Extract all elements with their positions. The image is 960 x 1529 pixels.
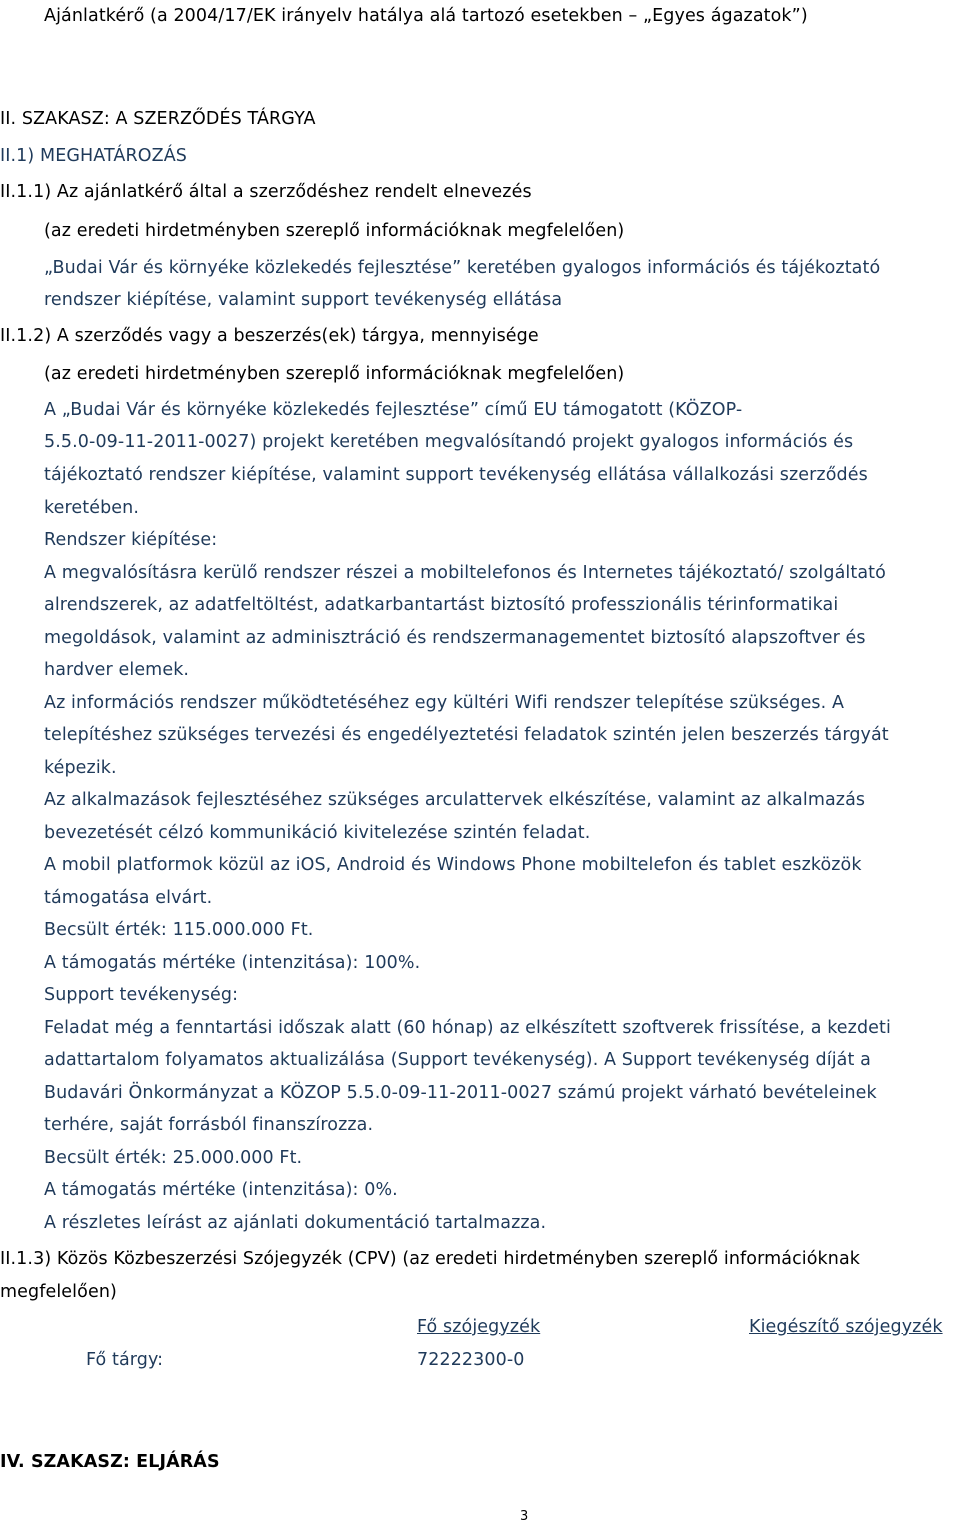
item-2-text-line: terhére, saját forrásból finanszírozza.	[44, 1115, 374, 1135]
item-2-text-line: A mobil platformok közül az iOS, Android és Windows Phone mobiltelefon és tablet eszközök	[44, 855, 862, 875]
estimated-value-2: Becsült érték: 25.000.000 Ft.	[44, 1148, 303, 1168]
item-2-text-line: Feladat még a fenntartási időszak alatt (60 hónap) az elkészített szoftverek frissítése, a kezdeti	[44, 1018, 891, 1038]
item-2-text-line: A megvalósításra kerülő rendszer részei a mobiltelefonos és Internetes tájékoztató/ szolgáltató	[44, 563, 886, 583]
item-2-text-line: keretében.	[44, 498, 140, 518]
item-2-text-line: támogatása elvárt.	[44, 888, 213, 908]
procurer-header: Ajánlatkérő (a 2004/17/EK irányelv hatálya alá tartozó esetekben – „Egyes ágazatok”)	[44, 6, 808, 26]
support-intensity-1: A támogatás mértéke (intenzitása): 100%.	[44, 953, 421, 973]
item-2-text-line: tájékoztató rendszer kiépítése, valamint support tevékenység ellátása vállalkozási szerződés	[44, 465, 868, 485]
section-4-title: IV. SZAKASZ: ELJÁRÁS	[0, 1452, 220, 1472]
item-1-note: (az eredeti hirdetményben szereplő információknak megfelelően)	[44, 221, 625, 241]
item-2-text-line: Az információs rendszer működtetéséhez egy kültéri Wifi rendszer telepítése szükséges. A	[44, 693, 845, 713]
item-1-text-line: rendszer kiépítése, valamint support tevékenység ellátása	[44, 290, 563, 310]
cpv-code: 72222300-0	[417, 1350, 525, 1370]
item-1-heading: II.1.1) Az ajánlatkérő által a szerződéshez rendelt elnevezés	[0, 182, 532, 202]
item-2-text-line: alrendszerek, az adatfeltöltést, adatkarbantartást biztosító professzionális térinformatikai	[44, 595, 839, 615]
item-2-text-line: adattartalom folyamatos aktualizálása (Support tevékenység). A Support tevékenység díját a	[44, 1050, 871, 1070]
item-2-text-line: képezik.	[44, 758, 117, 778]
item-2-heading: II.1.2) A szerződés vagy a beszerzés(ek) tárgya, mennyisége	[0, 326, 539, 346]
cpv-extra-column-header: Kiegészítő szójegyzék	[749, 1317, 943, 1337]
item-2-text-line: hardver elemek.	[44, 660, 190, 680]
item-2-text-line: 5.5.0-09-11-2011-0027) projekt keretében megvalósítandó projekt gyalogos információs és	[44, 432, 854, 452]
item-2-text-line: bevezetését célzó kommunikáció kivitelezése szintén feladat.	[44, 823, 591, 843]
item-2-text-line: megoldások, valamint az adminisztráció és rendszermanagementet biztosító alapszoftver és	[44, 628, 866, 648]
page-number: 3	[520, 1509, 529, 1524]
item-2-text-line: A részletes leírást az ajánlati dokumentáció tartalmazza.	[44, 1213, 547, 1233]
item-2-text-line: telepítéshez szükséges tervezési és engedélyeztetési feladatok szintén jelen beszerzés tárgyát	[44, 725, 889, 745]
item-2-note: (az eredeti hirdetményben szereplő információknak megfelelően)	[44, 364, 625, 384]
item-3-heading: II.1.3) Közös Közbeszerzési Szójegyzék (CPV) (az eredeti hirdetményben szereplő információknak	[0, 1249, 861, 1269]
item-2-text-line: Support tevékenység:	[44, 985, 239, 1005]
estimated-value-1: Becsült érték: 115.000.000 Ft.	[44, 920, 314, 940]
item-3-heading-cont: megfelelően)	[0, 1282, 117, 1302]
item-2-text-line: A „Budai Vár és környéke közlekedés fejlesztése” című EU támogatott (KÖZOP-	[44, 400, 743, 420]
subsection-title: II.1) MEGHATÁROZÁS	[0, 146, 188, 166]
cpv-row-label: Fő tárgy:	[86, 1350, 164, 1370]
section-2-title: II. SZAKASZ: A SZERZŐDÉS TÁRGYA	[0, 109, 316, 129]
support-intensity-2: A támogatás mértéke (intenzitása): 0%.	[44, 1180, 398, 1200]
item-2-text-line: Budavári Önkormányzat a KÖZOP 5.5.0-09-11-2011-0027 számú projekt várható bevételeinek	[44, 1083, 877, 1103]
item-2-text-line: Az alkalmazások fejlesztéséhez szükséges arculattervek elkészítése, valamint az alkalmazás	[44, 790, 866, 810]
item-1-text-line: „Budai Vár és környéke közlekedés fejlesztése” keretében gyalogos információs és tájékoztató	[44, 258, 881, 278]
item-2-text-line: Rendszer kiépítése:	[44, 530, 218, 550]
cpv-main-column-header: Fő szójegyzék	[417, 1317, 541, 1337]
